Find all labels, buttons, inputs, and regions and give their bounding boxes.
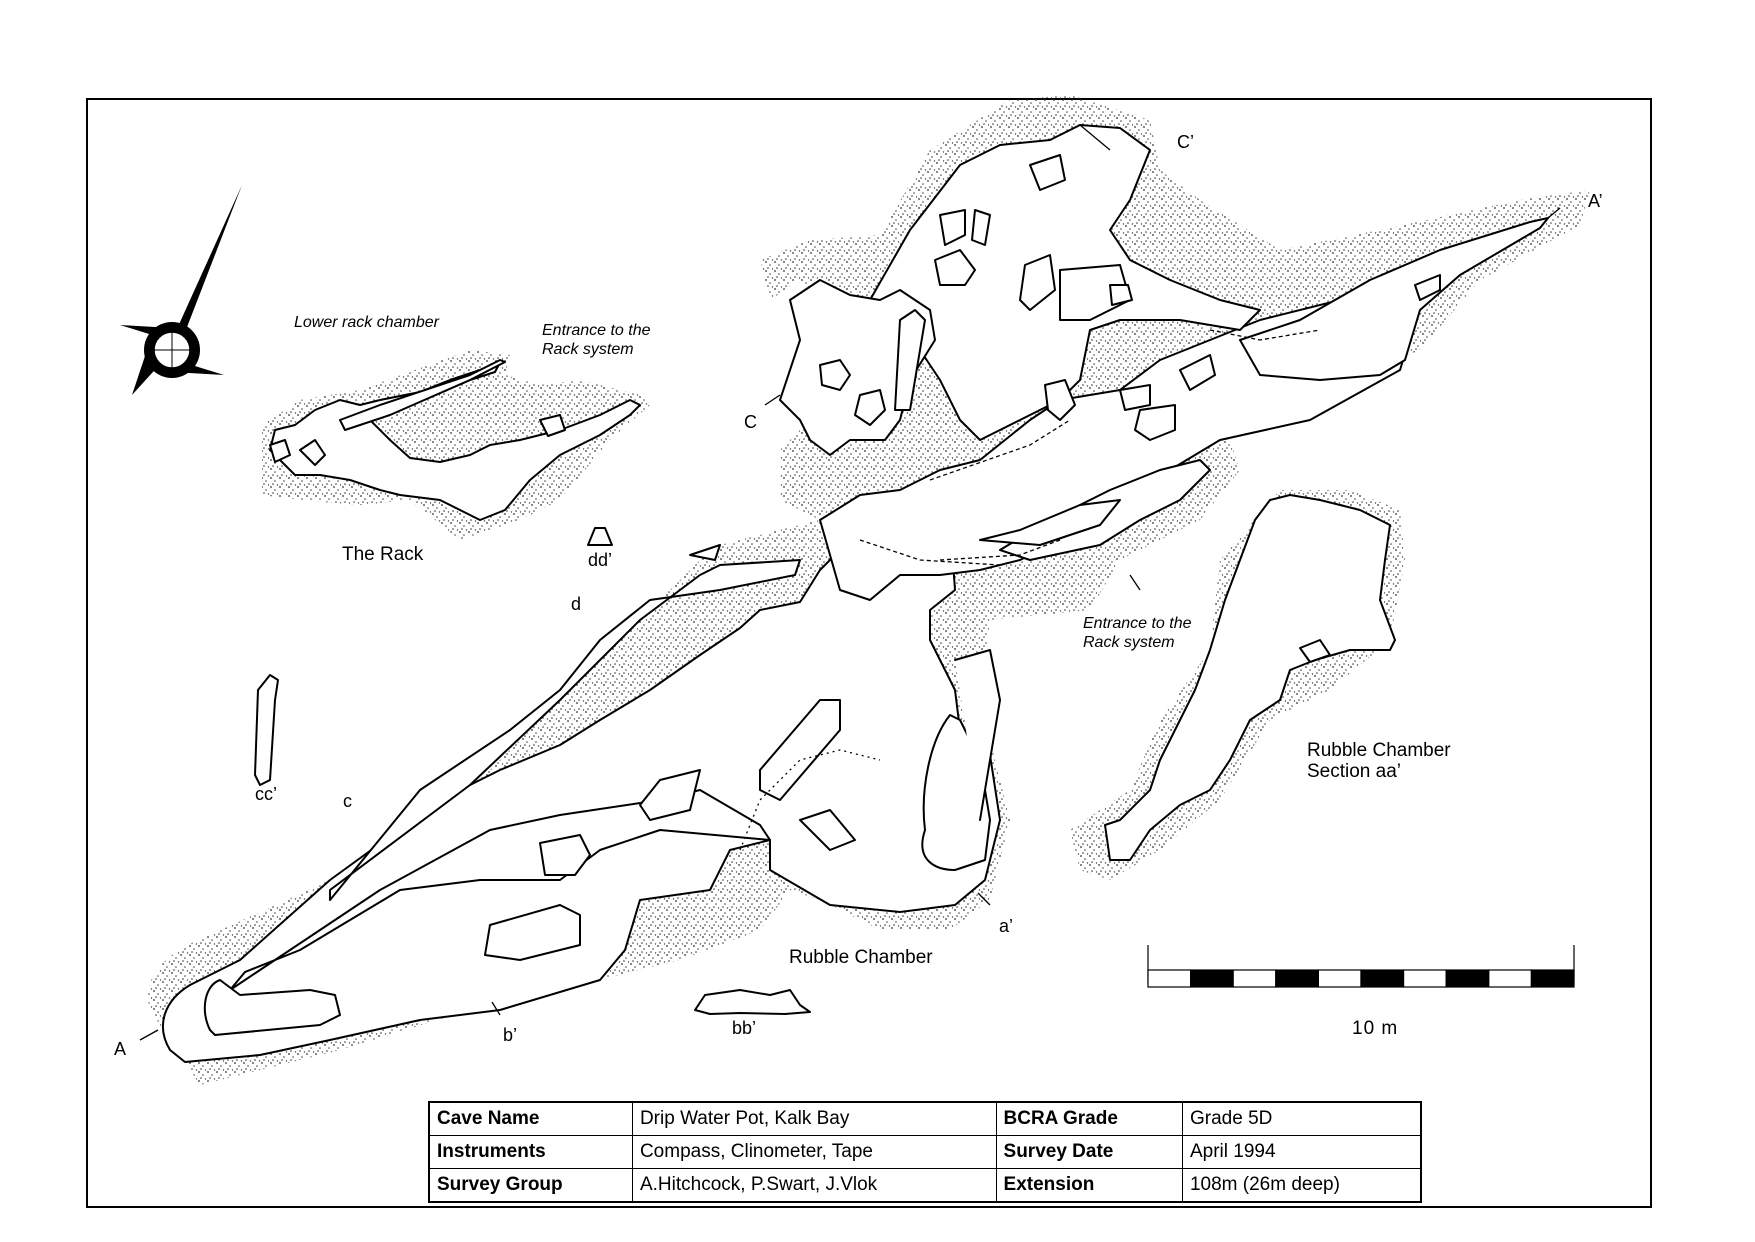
section-cc-shape — [255, 675, 278, 785]
rubble-chamber-outline — [163, 520, 1000, 1062]
entrance-rack-1-line1: Entrance to the — [542, 322, 651, 339]
scale-segment — [1233, 970, 1276, 987]
passage-upper-spur — [690, 545, 720, 560]
section-bb-shape — [695, 990, 810, 1014]
section-mark-a-prime: a’ — [999, 916, 1014, 936]
label-lower-rack-chamber: Lower rack chamber — [294, 314, 439, 331]
label-rubble-chamber: Rubble Chamber — [789, 947, 933, 968]
scale-segment — [1276, 970, 1319, 987]
survey-value: Compass, Clinometer, Tape — [632, 1136, 996, 1169]
label-entrance-rack-2 — [1083, 614, 1192, 652]
scale-segment — [1531, 970, 1574, 987]
section-aa-line1: Rubble Chamber — [1307, 740, 1451, 761]
scale-bar-label: 10 m — [1352, 1018, 1399, 1039]
section-mark-cc-prime: cc’ — [255, 784, 277, 804]
survey-value: Grade 5D — [1182, 1102, 1421, 1136]
section-mark-C: C — [744, 412, 757, 432]
scale-segment — [1318, 970, 1361, 987]
survey-tick-C — [765, 395, 780, 405]
section-mark-C-prime: C’ — [1177, 132, 1194, 152]
label-the-rack: The Rack — [342, 544, 424, 565]
survey-info-table — [428, 1101, 1422, 1203]
north-arrow-icon — [120, 185, 242, 395]
section-mark-bb-prime: bb’ — [732, 1018, 757, 1038]
survey-row — [429, 1102, 1421, 1136]
scale-segment — [1191, 970, 1234, 987]
section-dd-shape — [588, 528, 612, 545]
entrance-tick — [1130, 575, 1140, 590]
scale-segment — [1361, 970, 1404, 987]
survey-key: BCRA Grade — [996, 1102, 1182, 1136]
survey-value: Drip Water Pot, Kalk Bay — [632, 1102, 996, 1136]
label-section-aa — [1307, 740, 1451, 783]
scale-segment — [1446, 970, 1489, 987]
scale-segment — [1148, 970, 1191, 987]
section-mark-c: c — [343, 791, 352, 811]
survey-key: Instruments — [429, 1136, 632, 1169]
survey-value: A.Hitchcock, P.Swart, J.Vlok — [632, 1169, 996, 1203]
section-mark-A-prime: A’ — [1588, 191, 1603, 211]
survey-value: 108m (26m deep) — [1182, 1169, 1421, 1203]
section-mark-A: A — [114, 1039, 127, 1059]
survey-key: Extension — [996, 1169, 1182, 1203]
section-aa-outline — [1105, 495, 1395, 860]
survey-row — [429, 1169, 1421, 1203]
scale-segment — [1404, 970, 1447, 987]
section-mark-dd-prime: dd’ — [588, 550, 613, 570]
survey-key: Cave Name — [429, 1102, 632, 1136]
section-mark-b-prime: b’ — [503, 1025, 518, 1045]
label-entrance-rack-1 — [542, 321, 651, 359]
upper-boulder-6 — [1120, 385, 1150, 410]
entrance-rack-1-line2: Rack system — [542, 341, 634, 359]
survey-row — [429, 1136, 1421, 1169]
survey-value: April 1994 — [1182, 1136, 1421, 1169]
entrance-rack-2-line2: Rack system — [1083, 634, 1175, 652]
section-aa-line2: Section aa’ — [1307, 761, 1402, 783]
survey-key: Survey Group — [429, 1169, 632, 1203]
scale-bar — [1148, 945, 1574, 987]
section-mark-d: d — [571, 594, 582, 614]
scale-segment — [1489, 970, 1532, 987]
entrance-rack-2-line1: Entrance to the — [1083, 615, 1192, 632]
survey-tick-A — [140, 1030, 158, 1040]
survey-key: Survey Date — [996, 1136, 1182, 1169]
